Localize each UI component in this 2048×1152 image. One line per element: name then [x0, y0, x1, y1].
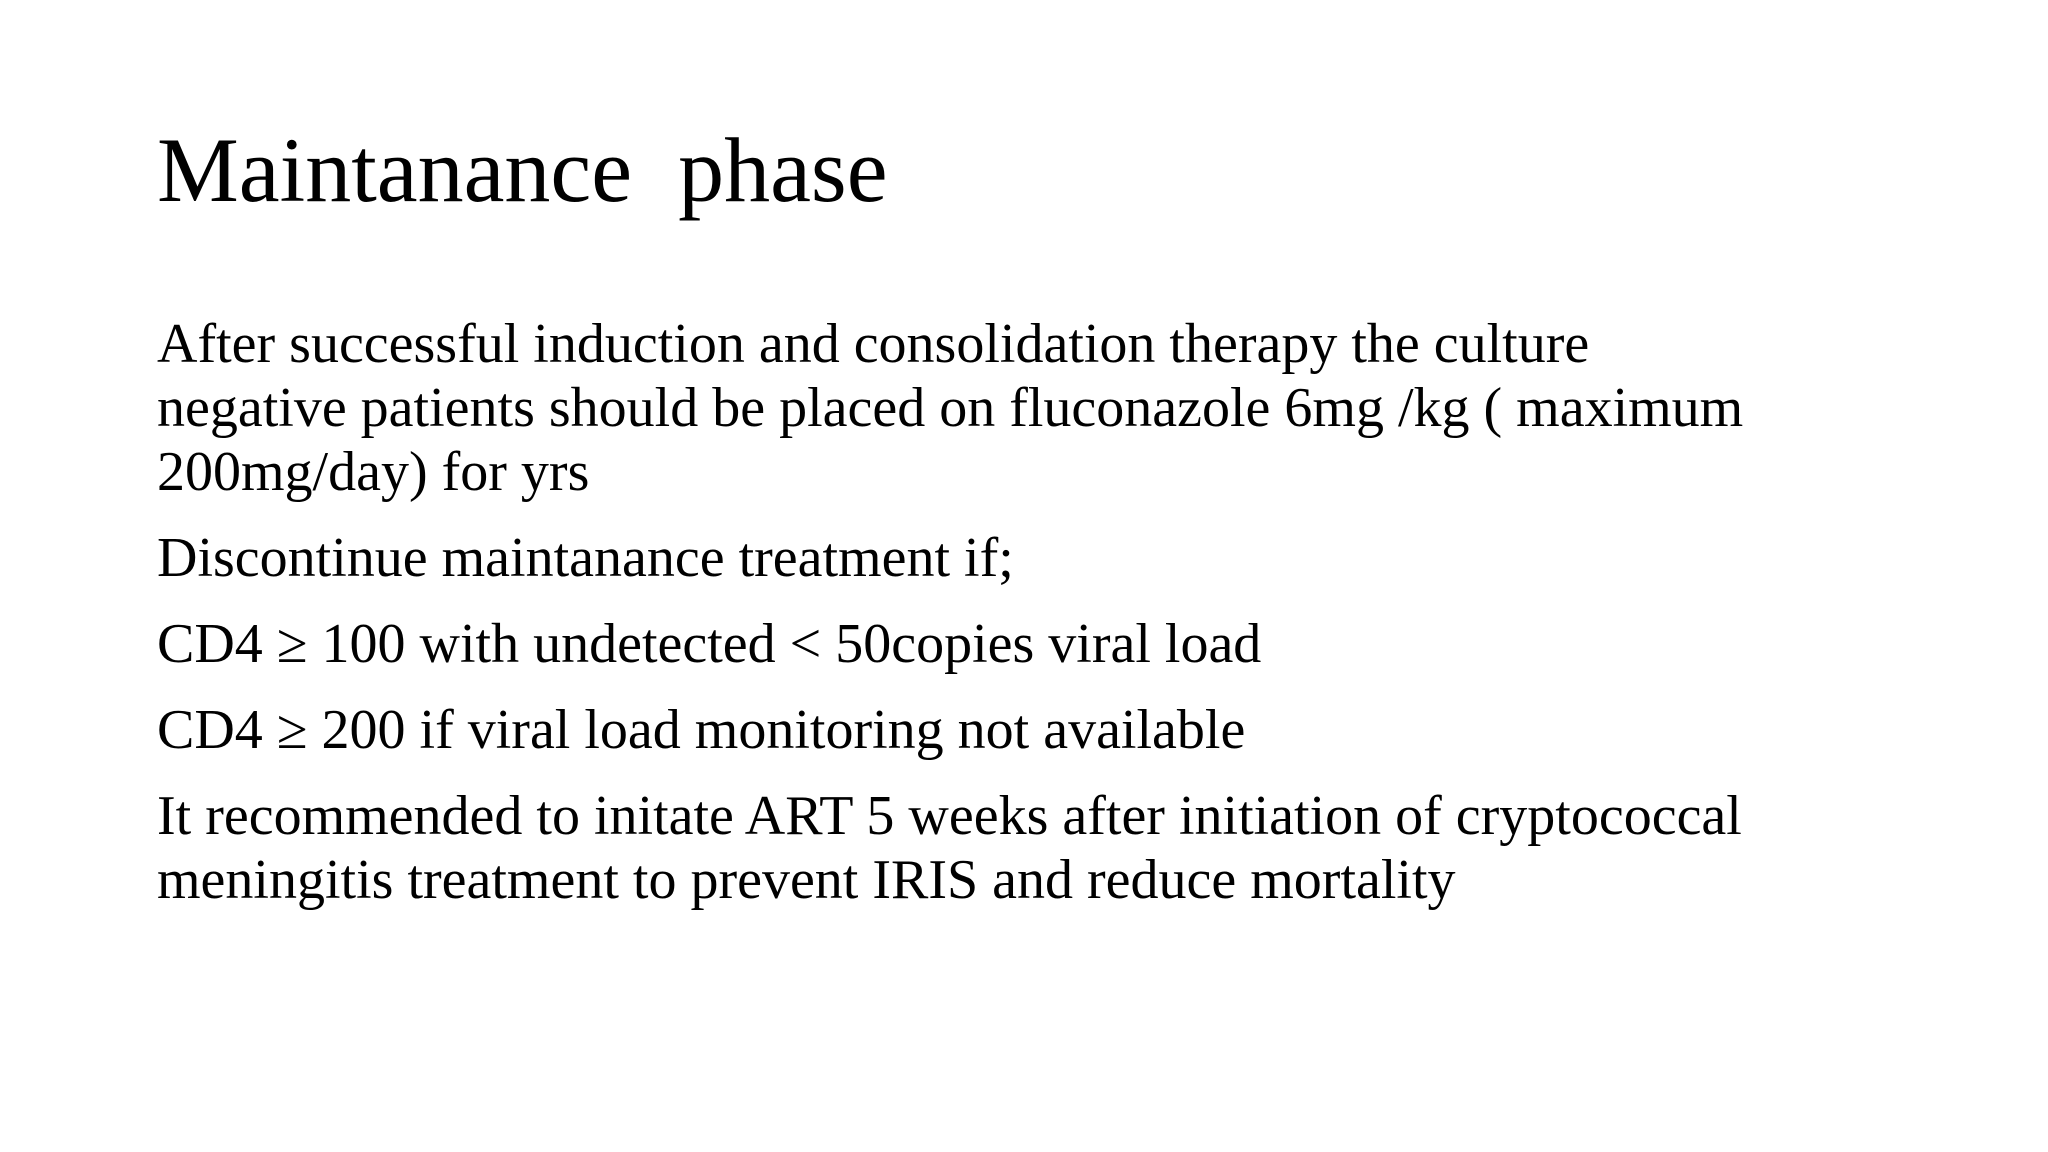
paragraph-fluconazole-placement: After successful induction and consolidation therapy the culture negative patients should be placed on fluconazole 6mg /kg ( maximum 200mg/day) for yrs — [157, 313, 1744, 503]
slide-title: Maintanance phase — [157, 119, 888, 221]
paragraph-art-timing: It recommended to initate ART 5 weeks after initiation of cryptococcal meningitis treatment to prevent IRIS and reduce mortality — [157, 785, 1742, 911]
slide-body — [157, 312, 1917, 934]
paragraph-cd4-200: CD4 ≥ 200 if viral load monitoring not available — [157, 699, 1246, 761]
paragraph-discontinue-criteria: Discontinue maintanance treatment if; — [157, 527, 1014, 589]
paragraph-cd4-100: CD4 ≥ 100 with undetected < 50copies viral load — [157, 613, 1262, 675]
